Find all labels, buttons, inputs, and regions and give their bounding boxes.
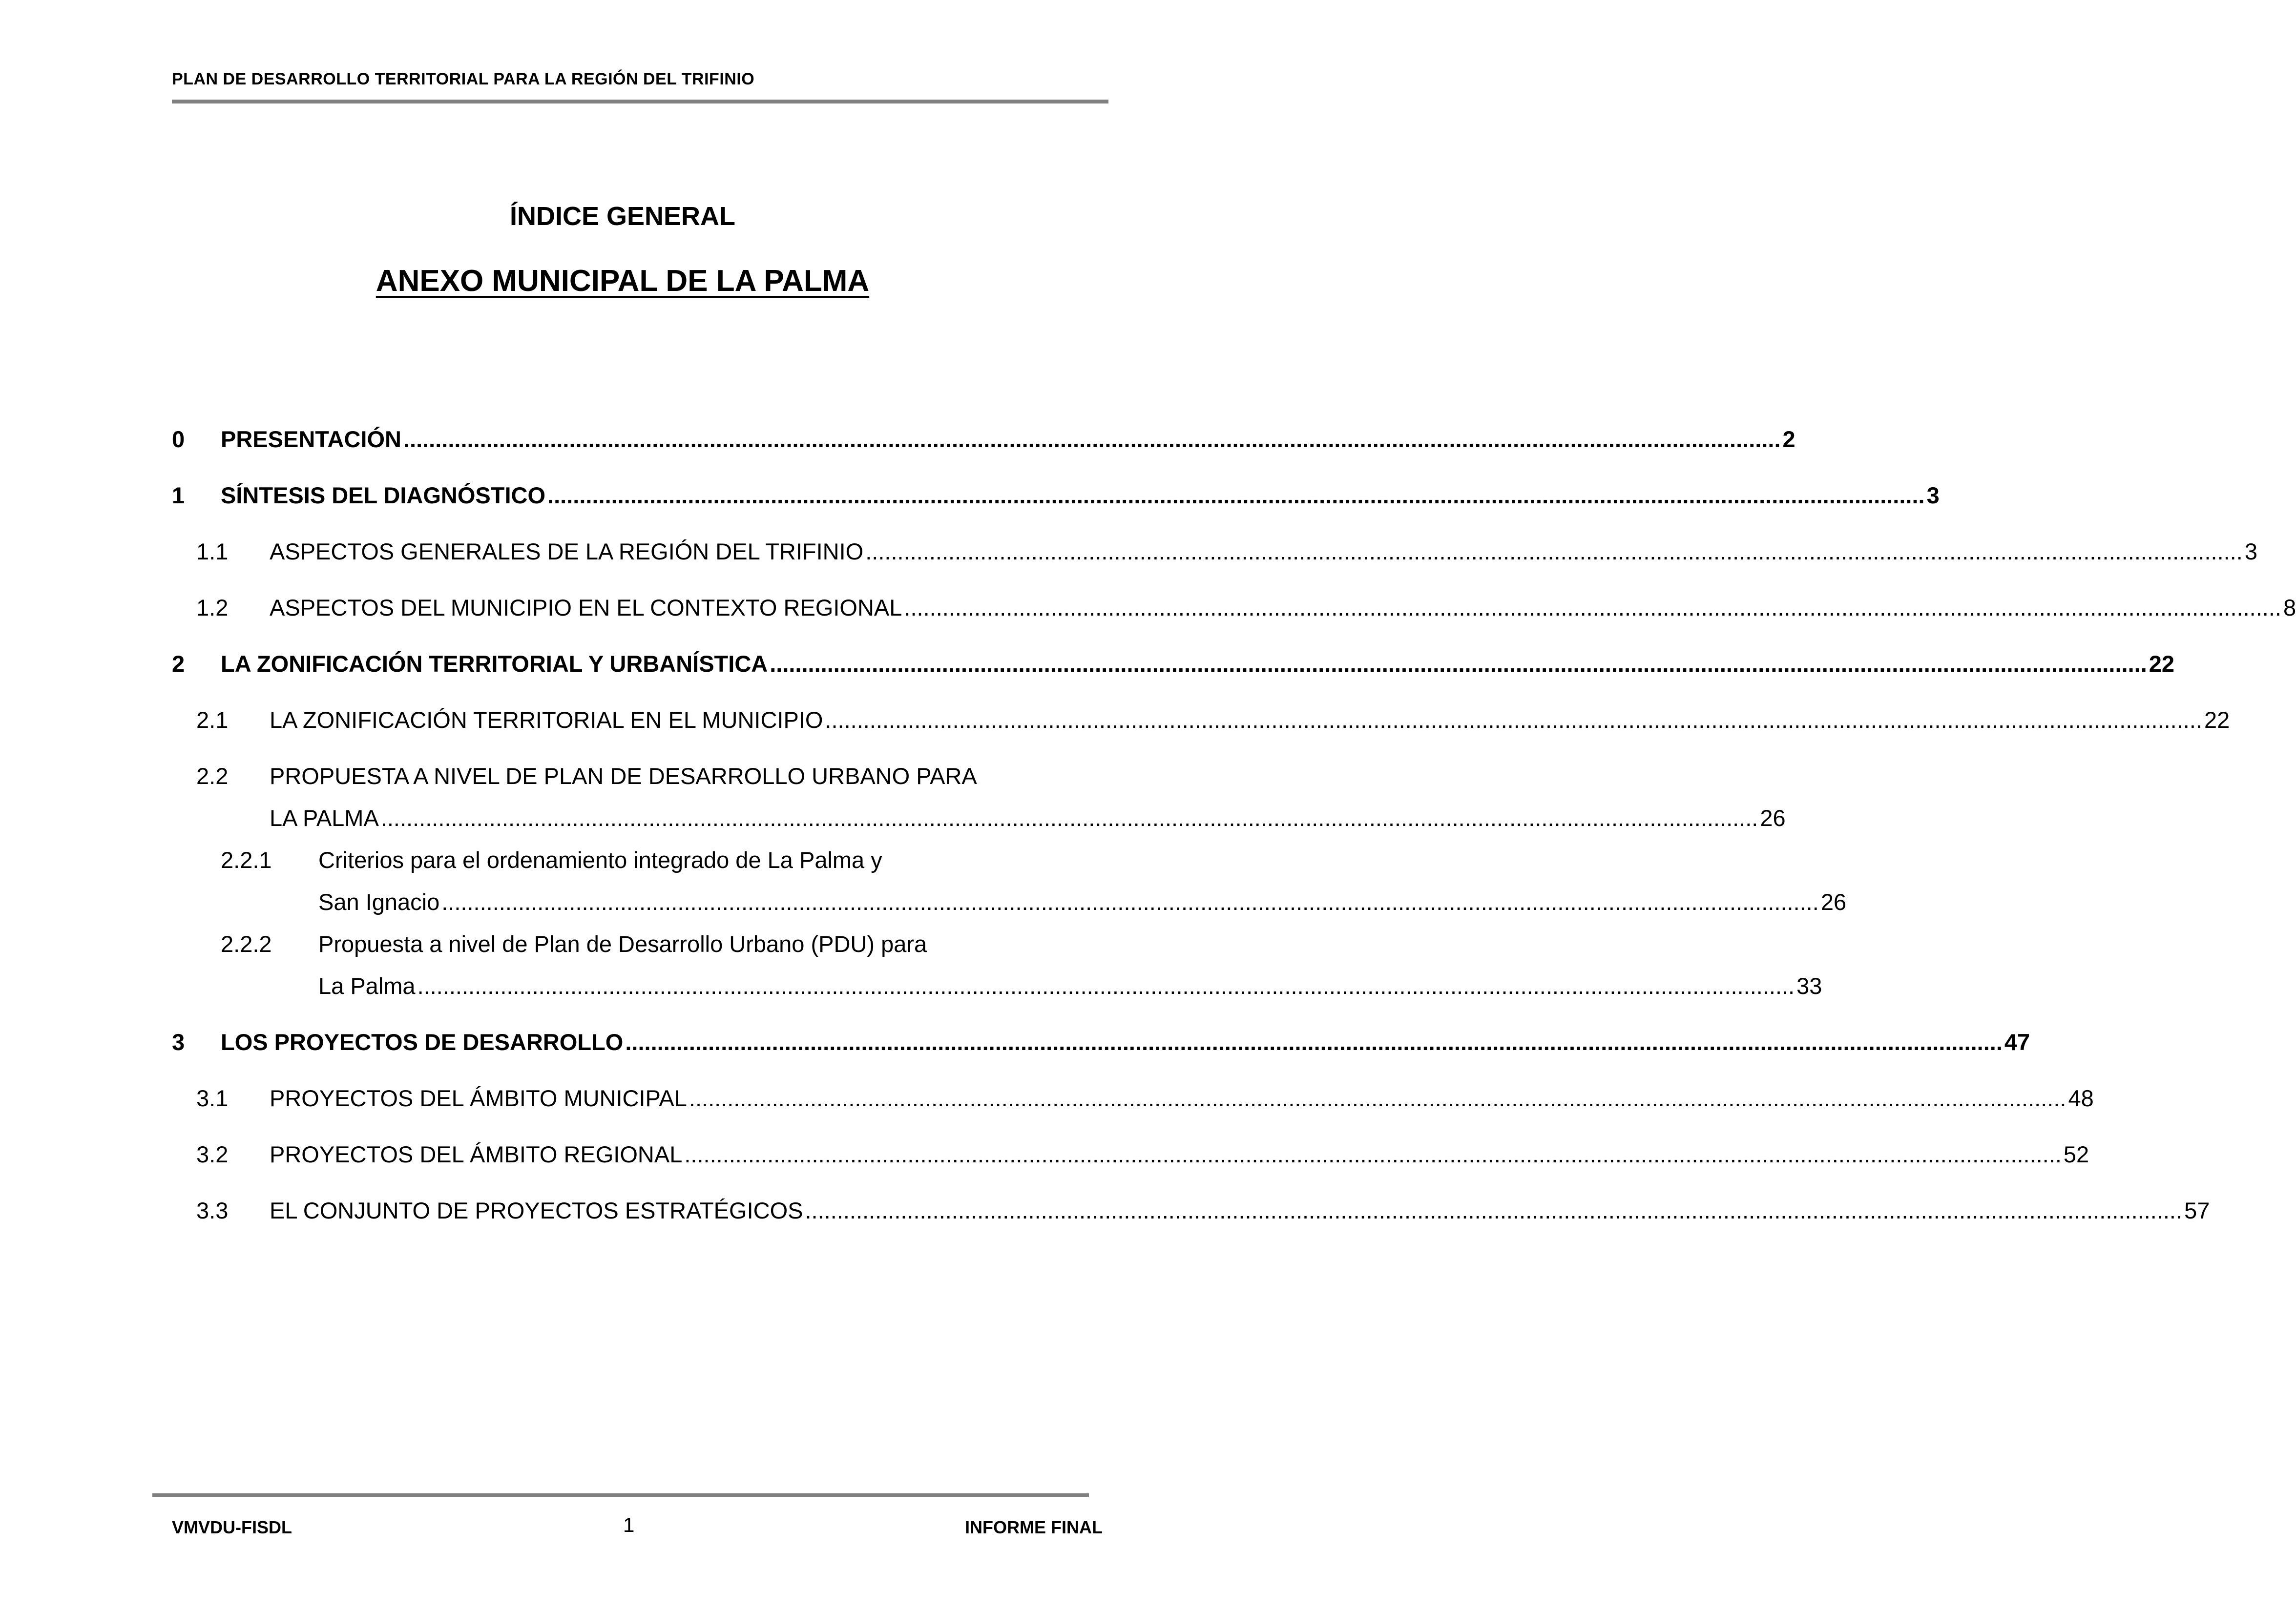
- toc-entry-number: 3.3: [196, 1198, 229, 1223]
- toc-entry-number: 3.1: [196, 1085, 229, 1111]
- toc-leader-dots: ........................................................................................................................................................................................................................: [825, 707, 2202, 733]
- toc-entry-number: 1: [172, 482, 185, 508]
- toc-entry-text: SÍNTESIS DEL DIAGNÓSTICO: [221, 482, 546, 508]
- toc-entry-text: PROYECTOS DEL ÁMBITO MUNICIPAL: [270, 1085, 687, 1111]
- toc-entry-2-2[interactable]: [196, 762, 1786, 833]
- toc-entry-number: 1.2: [196, 595, 229, 620]
- toc-entry-text-line1: Criterios para el ordenamiento integrado de La Palma y: [318, 847, 882, 873]
- toc-entry-number: 0: [172, 426, 185, 452]
- toc-entry-page: 8: [2283, 595, 2296, 620]
- toc-entry-3-2[interactable]: [196, 1140, 2089, 1169]
- toc-entry-page: 3: [1926, 482, 1940, 508]
- toc-entry-page: 52: [2063, 1141, 2089, 1167]
- toc-entry-2-2-2[interactable]: [221, 929, 1822, 1001]
- footer-page-number: 1: [623, 1513, 635, 1536]
- toc-entry-page: 2: [1782, 426, 1795, 452]
- toc-entry-number: 3: [172, 1029, 185, 1055]
- toc-entry-page: 22: [2149, 651, 2175, 677]
- toc-leader-dots: ........................................................................................................................................................................................................................: [805, 1198, 2183, 1223]
- toc-entry-text: EL CONJUNTO DE PROYECTOS ESTRATÉGICOS: [270, 1198, 803, 1223]
- toc-entry-page: 33: [1796, 973, 1822, 999]
- toc-entry-page: 57: [2184, 1198, 2210, 1223]
- toc-entry-2[interactable]: [172, 649, 2175, 679]
- toc-entry-number: 2.2: [196, 763, 229, 789]
- toc-entry-text-line2: LA PALMA: [270, 805, 379, 831]
- toc-leader-dots: ........................................................................................................................................................................................................................: [689, 1085, 2066, 1111]
- toc-entry-number: 2.2.1: [221, 847, 272, 873]
- running-header: PLAN DE DESARROLLO TERRITORIAL PARA LA REGIÓN DEL TRIFINIO: [172, 70, 755, 88]
- toc-entry-0[interactable]: [172, 425, 1795, 454]
- toc-leader-dots: ........................................................................................................................................................................................................................: [904, 595, 2281, 620]
- toc-entry-text-line1: Propuesta a nivel de Plan de Desarrollo Urbano (PDU) para: [318, 931, 927, 957]
- toc-entry-text: ASPECTOS GENERALES DE LA REGIÓN DEL TRIFINIO: [270, 538, 864, 564]
- toc-entry-text-line2: San Ignacio: [318, 889, 440, 915]
- toc-entry-page: 3: [2244, 538, 2257, 564]
- toc-entry-1-2[interactable]: [196, 593, 2296, 622]
- toc-leader-dots: ........................................................................................................................................................................................................................: [547, 482, 1925, 508]
- toc-entry-2-2-1[interactable]: [221, 846, 1847, 917]
- annex-title: [0, 264, 1245, 298]
- toc-entry-1[interactable]: [172, 481, 1940, 510]
- toc-entry-number: 2.1: [196, 707, 229, 733]
- toc-entry-page: 26: [1760, 805, 1786, 831]
- toc-leader-dots: ........................................................................................................................................................................................................................: [417, 973, 1795, 999]
- toc-entry-page: 47: [2004, 1029, 2030, 1055]
- toc-entry-page: 22: [2204, 707, 2230, 733]
- footer-organization: VMVDU-FISDL: [172, 1517, 292, 1537]
- toc-entry-text-line2: La Palma: [318, 973, 416, 999]
- header-divider: [172, 100, 1108, 103]
- toc-leader-dots: ........................................................................................................................................................................................................................: [380, 805, 1758, 831]
- toc-entry-text-line1: PROPUESTA A NIVEL DE PLAN DE DESARROLLO URBANO PARA: [270, 763, 977, 789]
- toc-leader-dots: ........................................................................................................................................................................................................................: [441, 889, 1819, 915]
- toc-entry-text: PROYECTOS DEL ÁMBITO REGIONAL: [270, 1141, 683, 1167]
- toc-leader-dots: ........................................................................................................................................................................................................................: [403, 426, 1781, 452]
- footer-divider: [152, 1493, 1089, 1497]
- toc-entry-number: 2: [172, 651, 185, 677]
- toc-leader-dots: ........................................................................................................................................................................................................................: [865, 538, 2243, 564]
- toc-title: ÍNDICE GENERAL: [509, 202, 736, 231]
- toc-entry-text: LA ZONIFICACIÓN TERRITORIAL EN EL MUNICIPIO: [270, 707, 823, 733]
- toc-leader-dots: ........................................................................................................................................................................................................................: [684, 1141, 2062, 1167]
- toc-entry-page: 48: [2068, 1085, 2094, 1111]
- footer-report-label: INFORME FINAL: [965, 1517, 1103, 1537]
- toc-entry-text: LA ZONIFICACIÓN TERRITORIAL Y URBANÍSTICA: [221, 651, 768, 677]
- toc-entry-1-1[interactable]: [196, 537, 2257, 566]
- toc-entry-text: LOS PROYECTOS DE DESARROLLO: [221, 1029, 624, 1055]
- toc-entry-number: 2.2.2: [221, 931, 272, 957]
- toc-leader-dots: ........................................................................................................................................................................................................................: [770, 651, 2147, 677]
- toc-entry-3-3[interactable]: [196, 1196, 2210, 1225]
- toc-entry-2-1[interactable]: [196, 705, 2230, 735]
- toc-entry-number: 3.2: [196, 1141, 229, 1167]
- toc-leader-dots: ........................................................................................................................................................................................................................: [625, 1029, 2003, 1055]
- toc-entry-page: 26: [1820, 889, 1847, 915]
- toc-entry-number: 1.1: [196, 538, 229, 564]
- toc-entry-text: ASPECTOS DEL MUNICIPIO EN EL CONTEXTO REGIONAL: [270, 595, 902, 620]
- toc-entry-3-1[interactable]: [196, 1084, 2094, 1113]
- toc-entry-3[interactable]: [172, 1028, 2030, 1057]
- toc-entry-text: PRESENTACIÓN: [221, 426, 401, 452]
- annex-title-text: ANEXO MUNICIPAL DE LA PALMA: [376, 264, 870, 298]
